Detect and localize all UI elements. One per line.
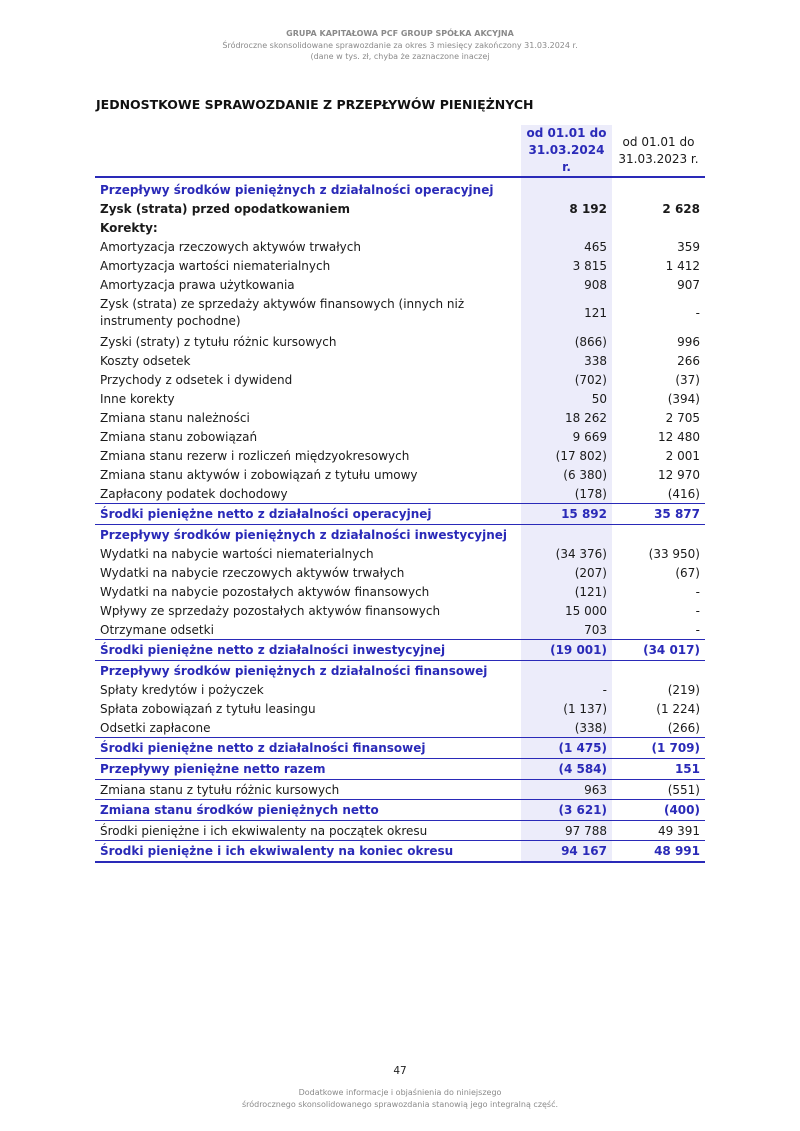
table-row: Otrzymane odsetki 703 - [95,620,705,640]
total-row-net-change: Zmiana stanu środków pieniężnych netto (3 621) (400) [95,800,705,821]
table-row: Wydatki na nabycie pozostałych aktywów finansowych (121) - [95,582,705,601]
table-row: Wydatki na nabycie wartości niematerialnych (34 376) (33 950) [95,544,705,563]
statement-title: JEDNOSTKOWE SPRAWOZDANIE Z PRZEPŁYWÓW PIENIĘŻNYCH [96,97,534,112]
table-row: Środki pieniężne i ich ekwiwalenty na początek okresu 97 788 49 391 [95,821,705,841]
cash-flow-table [95,125,705,863]
units-note: (dane w tys. zł, chyba że zaznaczone inaczej [310,52,490,61]
section-heading-investing: Przepływy środków pieniężnych z działalności inwestycyjnej [95,525,705,545]
table-row: Zapłacony podatek dochodowy (178) (416) [95,484,705,504]
table-row: Amortyzacja rzeczowych aktywów trwałych 465 359 [95,237,705,256]
table-row: Zysk (strata) ze sprzedaży aktywów finansowych (innych niż instrumenty pochodne) 121 - [95,294,705,332]
section-heading-operating: Przepływy środków pieniężnych z działalności operacyjnej [95,180,705,199]
table-row: Zysk (strata) przed opodatkowaniem 8 192 2 628 [95,199,705,218]
table-row: Spłata zobowiązań z tytułu leasingu (1 137) (1 224) [95,699,705,718]
section-heading-financing: Przepływy środków pieniężnych z działalności finansowej [95,661,705,681]
table-row: Zmiana stanu należności 18 262 2 705 [95,408,705,427]
table-row: Zmiana stanu z tytułu różnic kursowych 963 (551) [95,780,705,800]
table-row: Zmiana stanu aktywów i zobowiązań z tytułu umowy (6 380) 12 970 [95,465,705,484]
report-subtitle: Śródroczne skonsolidowane sprawozdanie za okres 3 miesięcy zakończony 31.03.2024 r. [222,41,578,50]
table-row: Zyski (straty) z tytułu różnic kursowych (866) 996 [95,332,705,351]
column-header-2024: od 01.01 do 31.03.2024 r. [521,125,612,177]
table-row: Wpływy ze sprzedaży pozostałych aktywów finansowych 15 000 - [95,601,705,620]
table-row: Amortyzacja prawa użytkowania 908 907 [95,275,705,294]
total-row-investing: Środki pieniężne netto z działalności inwestycyjnej (19 001) (34 017) [95,640,705,661]
table-row: Inne korekty 50 (394) [95,389,705,408]
footer-line-1: Dodatkowe informacje i objaśnienia do niniejszego [298,1088,502,1097]
footer-line-2: śródrocznego skonsolidowanego sprawozdania stanowią jego integralną część. [241,1100,559,1109]
page-number: 47 [393,1065,407,1077]
document-header [0,28,800,62]
table-row: Amortyzacja wartości niematerialnych 3 815 1 412 [95,256,705,275]
company-name: GRUPA KAPITAŁOWA PCF GROUP SPÓŁKA AKCYJNA [286,29,514,38]
table-row: Przychody z odsetek i dywidend (702) (37) [95,370,705,389]
total-row-closing-cash: Środki pieniężne i ich ekwiwalenty na koniec okresu 94 167 48 991 [95,841,705,863]
table-row: Wydatki na nabycie rzeczowych aktywów trwałych (207) (67) [95,563,705,582]
table-row: Odsetki zapłacone (338) (266) [95,718,705,738]
page-footer [0,1087,800,1111]
total-row-financing: Środki pieniężne netto z działalności finansowej (1 475) (1 709) [95,738,705,759]
table-row: Zmiana stanu zobowiązań 9 669 12 480 [95,427,705,446]
table-row: Spłaty kredytów i pożyczek - (219) [95,680,705,699]
table-row: Zmiana stanu rezerw i rozliczeń międzyokresowych (17 802) 2 001 [95,446,705,465]
table-row: Korekty: [95,218,705,237]
total-row-operating: Środki pieniężne netto z działalności operacyjnej 15 892 35 877 [95,504,705,525]
table-header-row [95,125,705,177]
total-row-net-flows: Przepływy pieniężne netto razem (4 584) 151 [95,759,705,780]
table-row: Koszty odsetek 338 266 [95,351,705,370]
column-header-2023: od 01.01 do 31.03.2023 r. [612,125,705,177]
